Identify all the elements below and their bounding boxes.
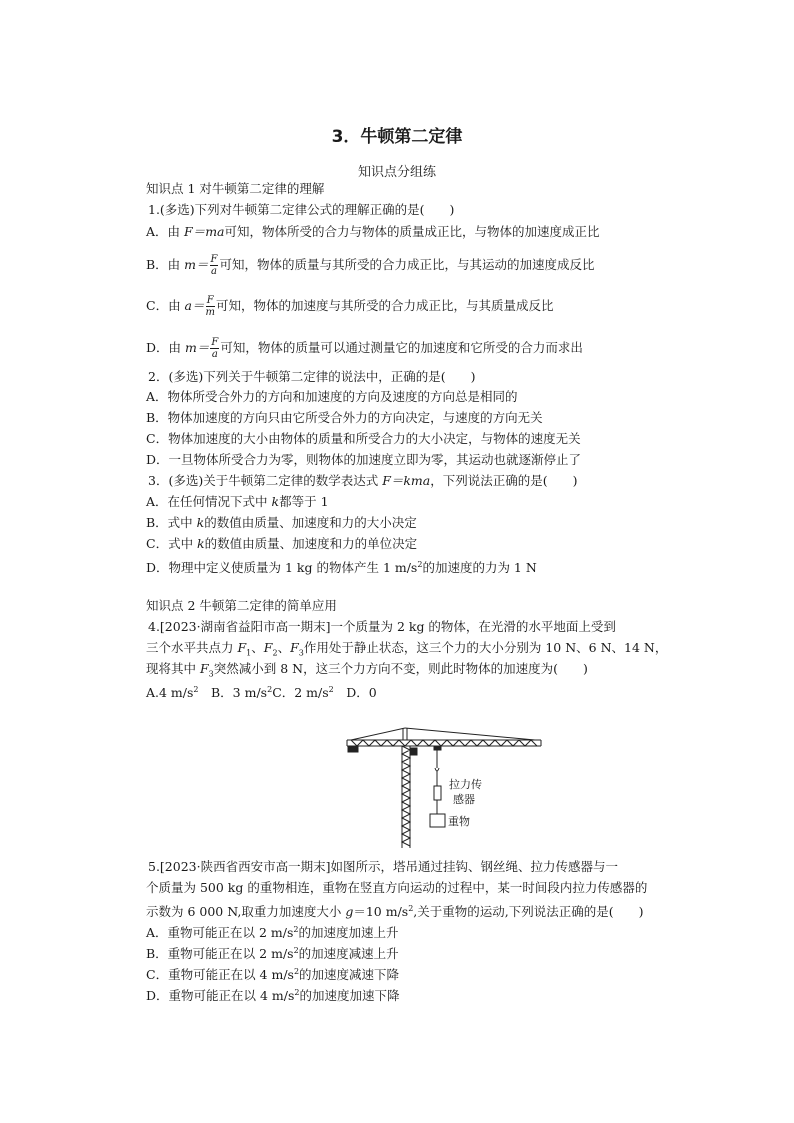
q2-stem: 2．(多选)下列关于牛顿第二定律的说法中，正确的是( ) — [148, 369, 476, 384]
q2-option-b: B．物体加速度的方向只由它所受合外力的方向决定，与速度的方向无关 — [146, 410, 543, 425]
weight-label: 重物 — [448, 815, 470, 828]
sensor-label-1: 拉力传 — [449, 778, 482, 791]
q4-options: A.4 $m/s^2$ B．3 $m/s^2C$．2 $m/s^2$ D．0 — [146, 685, 377, 701]
q5-option-c: C．重物可能正在以 4 $m/s^2$的加速度减速下降 — [146, 967, 400, 983]
q3-option-d: D．物理中定义使质量为 1 kg 的物体产生 1 $m/s^2$的加速度的力为 1 N — [146, 560, 537, 576]
section-heading-1: 知识点 1 对牛顿第二定律的理解 — [146, 181, 325, 196]
q1-option-b: B．由 m＝ $\frac{F}{a}$ 可知，物体的质量与其所受的合力成正比，与其运动的加速度成反比 — [146, 254, 595, 277]
q3-option-a: A．在任何情况下式中 k都等于 1 — [146, 494, 329, 509]
q5-line-2: 个质量为 500 kg 的重物相连，重物在竖直方向运动的过程中，某一时间段内拉力传感器的 — [146, 880, 648, 895]
q1-stem: 1.(多选)下列对牛顿第二定律公式的理解正确的是( ) — [148, 202, 455, 217]
q5-option-b: B．重物可能正在以 2 $m/s^2$的加速度减速上升 — [146, 946, 399, 962]
q2-option-a: A．物体所受合外力的方向和加速度的方向及速度的方向总是相同的 — [146, 389, 518, 404]
q5-option-d: D．重物可能正在以 4 $m/s^2$的加速度加速下降 — [146, 988, 400, 1004]
section-heading-2: 知识点 2 牛顿第二定律的简单应用 — [146, 598, 337, 613]
q1-option-d: D．由 m＝ $\frac{F}{a}$ 可知，物体的质量可以通过测量它的加速度和它所受的合力而求出 — [146, 337, 583, 360]
page-title: 3．牛顿第二定律 — [331, 127, 463, 147]
sensor-label-2: 感器 — [453, 793, 475, 806]
q1-option-c: C．由 a＝ $\frac{F}{m}$ 可知，物体的加速度与其所受的合力成正比，与其质量成反比 — [146, 295, 554, 318]
q1-option-a: A．由 F＝ma可知，物体所受的合力与物体的质量成正比，与物体的加速度成正比 — [146, 224, 600, 239]
q3-option-b: B．式中 k的数值由质量、加速度和力的大小决定 — [146, 515, 417, 530]
q2-option-c: C．物体加速度的大小由物体的质量和所受合力的大小决定，与物体的速度无关 — [146, 431, 581, 446]
q3-stem: 3．(多选)关于牛顿第二定律的数学表达式 F＝kma，下列说法正确的是( ) — [148, 473, 578, 488]
fraction: $\frac{F}{a}$ — [210, 254, 218, 277]
q5-line-3: 示数为 6 000 N,取重力加速度大小 g＝10 $m/s^2$,关于重物的运动,下列说法正确的是( ) — [146, 904, 644, 920]
fraction: $\frac{F}{m}$ — [205, 295, 215, 318]
q5-option-a: A．重物可能正在以 2 $m/s^2$的加速度加速上升 — [146, 925, 399, 941]
tower-crane-figure — [345, 726, 545, 848]
q4-line-1: 4.[2023·湖南省益阳市高一期末]一个质量为 2 kg 的物体，在光滑的水平地面上受到 — [148, 619, 616, 634]
q5-line-1: 5.[2023·陕西省西安市高一期末]如图所示，塔吊通过挂钩、钢丝绳、拉力传感器与一 — [148, 859, 618, 874]
q3-option-c: C．式中 k的数值由质量、加速度和力的单位决定 — [146, 536, 418, 551]
page-subtitle: 知识点分组练 — [357, 165, 436, 180]
q2-option-d: D．一旦物体所受合力为零，则物体的加速度立即为零，其运动也就逐渐停止了 — [146, 452, 582, 467]
q4-line-2: 三个水平共点力 $F_1$、$F_2$、$F_3$作用处于静止状态，这三个力的大小分别为 10 N、6 N、14 N， — [146, 640, 668, 658]
q4-line-3: 现将其中 $F_3$突然减小到 8 N，这三个力方向不变，则此时物体的加速度为( ) — [146, 661, 588, 679]
fraction: $\frac{F}{a}$ — [211, 337, 219, 360]
